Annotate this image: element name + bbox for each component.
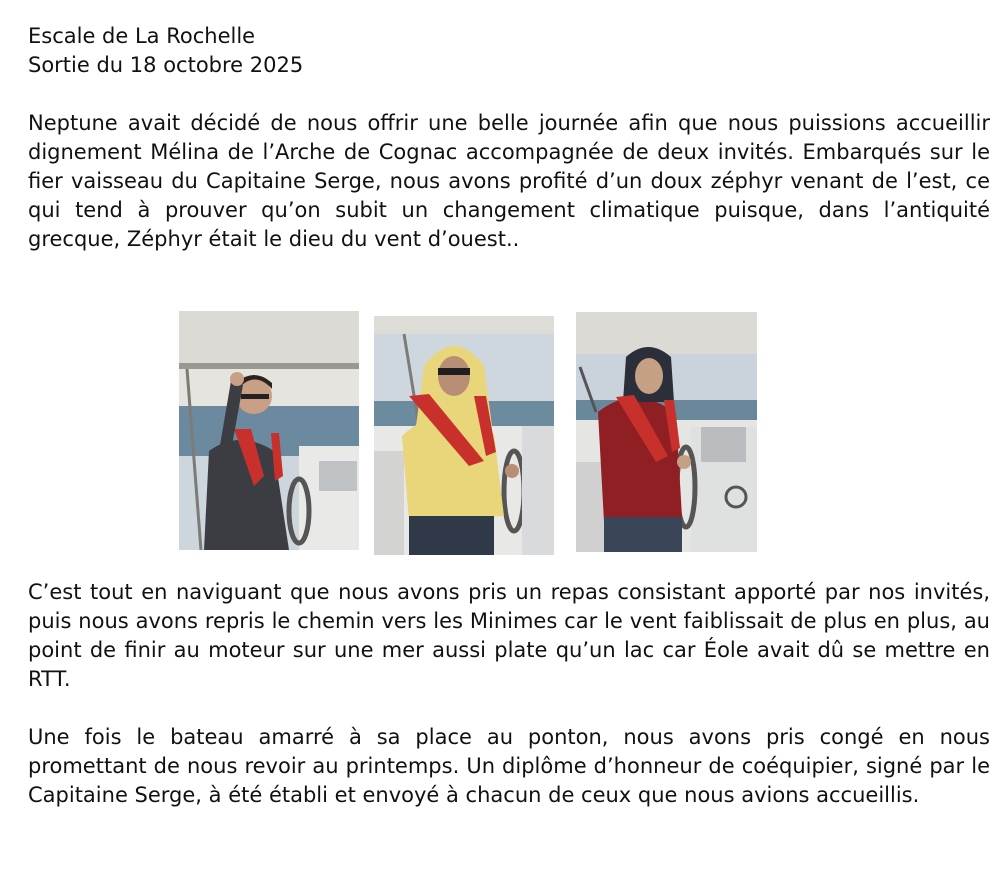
document-body <box>28 22 990 254</box>
photo-man-red-hoodie <box>576 312 757 552</box>
paragraph-intro: Neptune avait décidé de nous offrir une belle journée afin que nous puissions accueillir dignement Mélina de l’Arche de Cognac accompagnée de deux invités. Embarqués sur le fier vaisseau du Capitaine Serge, nous avons profité d’un doux zéphyr venant de l’est, ce qui tend à prouver qu’on subit un changement climatique puisque, dans l’antiquité grecque, Zéphyr était le dieu du vent d’ouest.. <box>28 111 990 251</box>
document-date: Sortie du 18 octobre 2025 <box>28 53 304 77</box>
document-title: Escale de La Rochelle <box>28 24 256 48</box>
photo-man-grey-jacket <box>179 311 359 550</box>
photo-row <box>0 310 1005 560</box>
paragraph-farewell: Une fois le bateau amarré à sa place au ponton, nous avons pris congé en nous promettant de nous revoir au printemps. Un diplôme d’honneur de coéquipier, signé par le Capitaine Serge, à été établi et envoyé à chacun de ceux que nous avions accueillis. <box>28 725 990 807</box>
paragraph-meal: C’est tout en naviguant que nous avons pris un repas consistant apporté par nos invités, puis nous avons repris le chemin vers les Minimes car le vent faiblissait de plus en plus, au point de finir au moteur sur une mer aussi plate qu’un lac car Éole avait dû se mettre en RTT. <box>28 580 990 691</box>
photo-woman-yellow-hoodie <box>374 316 554 555</box>
document-body-lower <box>28 578 990 810</box>
